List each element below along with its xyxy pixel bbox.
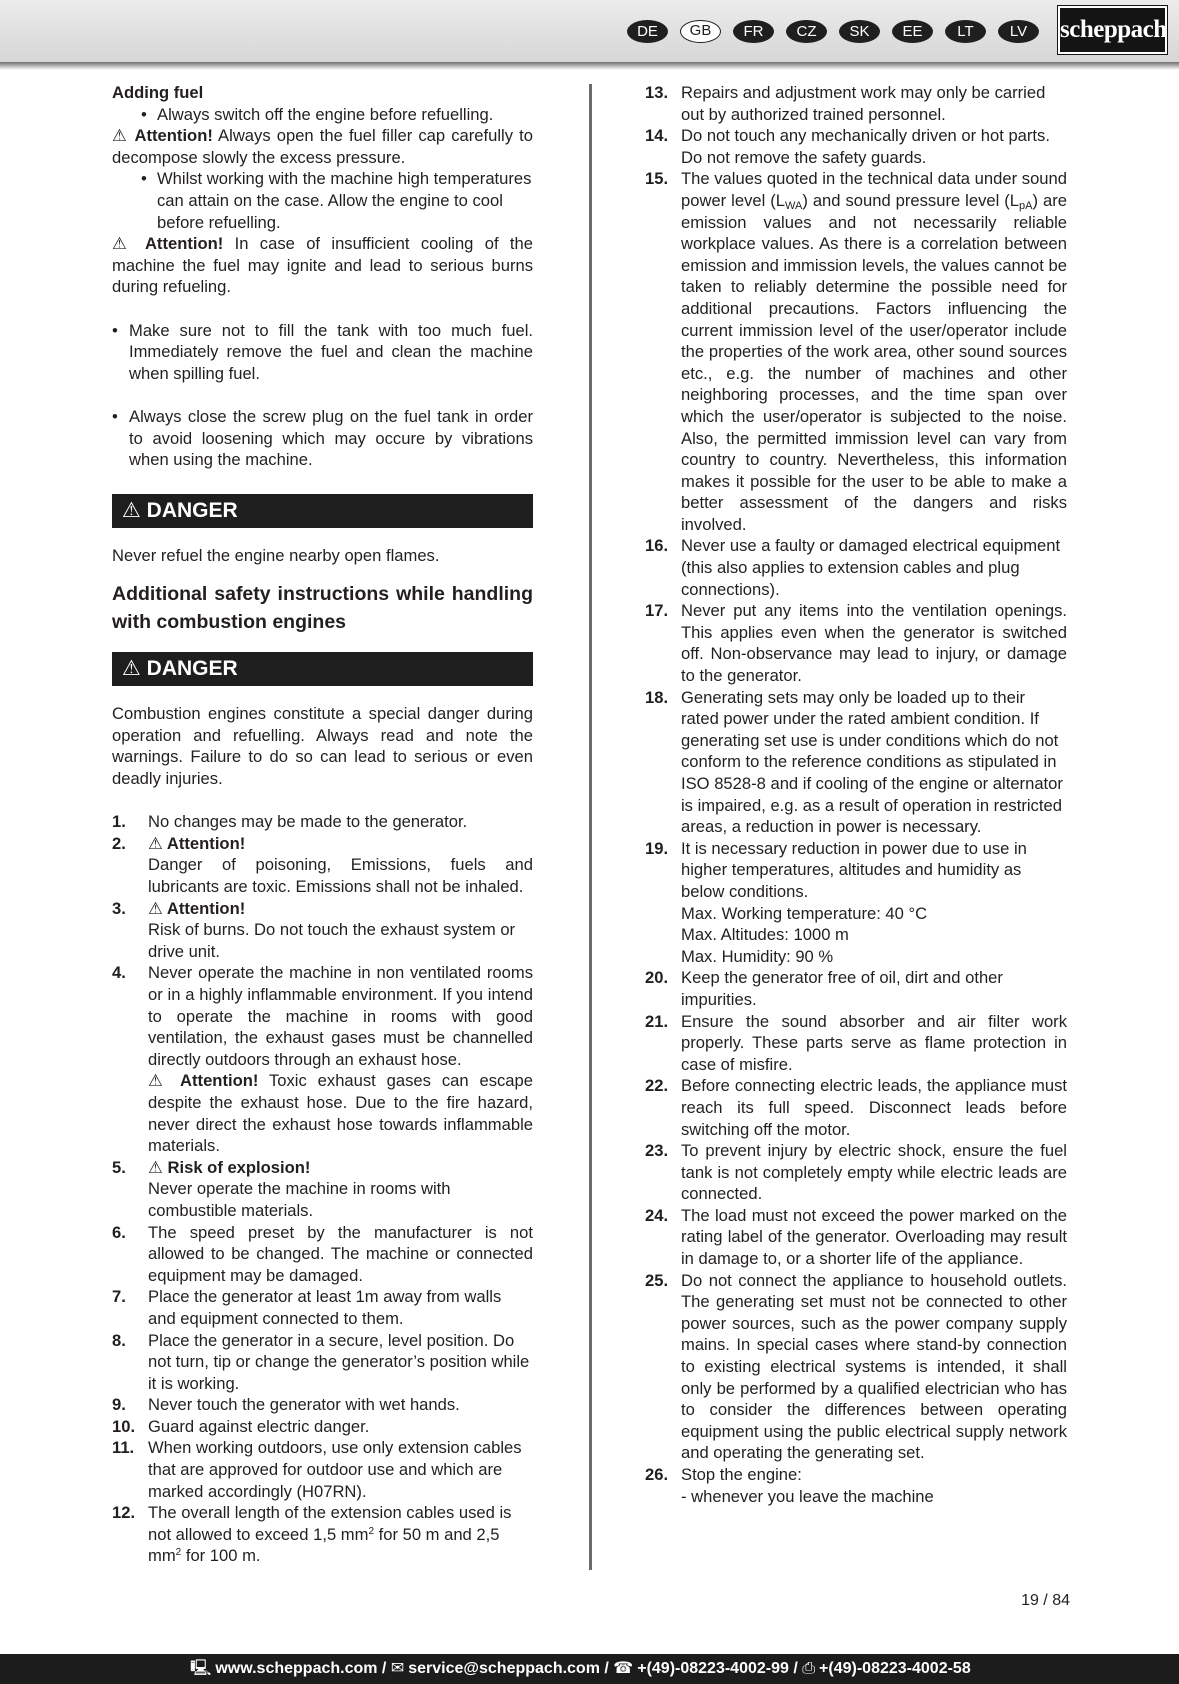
warning-triangle-icon: ⚠ <box>122 657 141 681</box>
header-shadow <box>0 62 1179 70</box>
lang-cz[interactable]: CZ <box>786 20 827 43</box>
attention-cooling <box>112 233 533 298</box>
lang-ee[interactable]: EE <box>892 20 933 43</box>
list-item: 20. Keep the generator free of oil, dirt and other impurities. <box>645 968 1003 1009</box>
refuel-flames-text: Never refuel the engine nearby open flames. <box>112 545 440 565</box>
list-item: 16. Never use a faulty or damaged electrical equipment (this also applies to extension cables and plug connections). <box>645 536 1061 599</box>
lang-gb[interactable]: GB <box>680 20 721 43</box>
footer-email[interactable]: service@scheppach.com <box>408 1660 600 1677</box>
safety-list-right <box>645 82 1067 1507</box>
left-column <box>112 82 533 1567</box>
list-item: 23. To prevent injury by electric shock, ensure the fuel tank is not completely empty while electric leads are connected. <box>645 1141 1067 1204</box>
phone-icon: ☎ <box>613 1660 634 1677</box>
lang-sk[interactable]: SK <box>839 20 880 43</box>
lang-lv[interactable]: LV <box>998 20 1039 43</box>
lang-lt[interactable]: LT <box>945 20 986 43</box>
footer-phone: +(49)-08223-4002-99 <box>637 1660 789 1677</box>
danger-label: DANGER <box>146 657 238 681</box>
list-item: 17. Never put any items into the ventilation openings. This applies even when the generator is switched off. Non-observance may lead to injury, or damage to the generator. <box>645 601 1067 686</box>
list-item: 24. The load must not exceed the power marked on the rating label of the generator. Overloading may result in damage to, or a shorter life of the appliance. <box>645 1205 1067 1269</box>
list-item: 15. The values quoted in the technical data under sound power level $(L_{WA})$ and sound pressure level $(L_{pA})$ are emission values and not necessarily reliable workplace values. As there is a correlation between emission and immission levels, the values cannot be taken to reliably determine the possible need for additional precautions. Factors influencing the current immission level of the user/operator include the properties of the work area, other sound sources etc., e.g. the number of machines and other neighboring processes, and the time span over which the user/operator is subjected to the noise. Also, the permitted immission level can vary from country to country. Nevertheless, this information makes it possible for the user to be able to make a better assessment of the dangers and risks involved. <box>645 169 1067 534</box>
attention-label: Attention! <box>144 234 224 254</box>
mail-icon: ✉ <box>390 1660 405 1677</box>
footer-fax: +(49)-08223-4002-58 <box>819 1660 971 1677</box>
list-item: 2. ⚠ Attention! Danger of poisoning, Emissions, fuels and lubricants are toxic. Emissions shall not be inhaled. <box>112 833 533 897</box>
bullet-tank: • Make sure not to fill the tank with too much fuel. Immediately remove the fuel and clean the machine when spilling fuel. <box>112 320 533 385</box>
danger-label: DANGER <box>146 498 238 522</box>
list-item: 9. Never touch the generator with wet hands. <box>112 1395 460 1415</box>
page-footer: 🖳 www.scheppach.com / ✉ service@scheppach.com / ☎ +(49)-08223-4002-99 / ⎙ +(49)-08223-4002-58 <box>0 1654 1179 1684</box>
danger-banner <box>112 494 533 528</box>
bullet-high-temps: • Whilst working with the machine high temperatures can attain on the case. Allow the engine to cool before refuelling. <box>112 168 533 233</box>
list-item: 19. It is necessary reduction in power due to use in higher temperatures, altitudes and humidity as below conditions. Max. Working temperature: 40 °C Max. Altitudes: 1000 m Max. Humidity: 90 % <box>645 838 1027 966</box>
scheppach-logo: scheppach <box>1058 6 1167 54</box>
warning-triangle-icon: ⚠ <box>112 126 129 146</box>
bullet-screw-plug: • Always close the screw plug on the fuel tank in order to avoid loosening which may occure by vibrations when using the machine. <box>112 406 533 471</box>
warning-triangle-icon: ⚠ <box>148 898 163 918</box>
warning-triangle-icon: ⚠ <box>148 1071 170 1091</box>
warning-triangle-icon: ⚠ <box>122 498 141 522</box>
list-item: 13. Repairs and adjustment work may only be carried out by authorized trained personnel. <box>645 83 1046 124</box>
footer-website[interactable]: www.scheppach.com <box>215 1660 378 1677</box>
warning-triangle-icon: ⚠ <box>112 234 134 254</box>
list-item: 6. The speed preset by the manufacturer is not allowed to be changed. The machine or connected equipment may be damaged. <box>112 1222 533 1285</box>
attention-cooling-text: In case of insufficient cooling of the machine the fuel may ignite and lead to serious burns during refueling. <box>112 234 533 297</box>
attention-cap-text: Always open the fuel filler cap carefully to decompose slowly the excess pressure. <box>112 126 533 167</box>
page-header <box>0 0 1179 62</box>
list-item: 7. Place the generator at least 1m away from walls and equipment connected to them. <box>112 1287 502 1328</box>
list-item: 3. ⚠ Attention! Risk of burns. Do not touch the exhaust system or drive unit. <box>112 898 516 961</box>
list-item: 26. Stop the engine: - whenever you leave the machine <box>645 1465 934 1506</box>
attention-fuel-cap <box>112 125 533 168</box>
safety-list-left <box>112 811 533 1567</box>
combustion-intro: Combustion engines constitute a special danger during operation and refuelling. Always read and note the warnings. Failure to do so can lead to serious or even deadly injuries. <box>112 704 533 789</box>
attention-label: Attention! <box>134 126 213 146</box>
list-item: 5. ⚠ Risk of explosion! Never operate the machine in rooms with combustible materials. <box>112 1157 451 1220</box>
list-item: 4. Never operate the machine in non ventilated rooms or in a highly inflammable environment. If you intend to operate the machine in rooms with good ventilation, the exhaust gases must be channelled directly outdoors through an exhaust hose. ⚠ Attention! Toxic exhaust gases can escape despite the exhaust hose. Due to the fire hazard, never direct the exhaust hose towards inflammable materials. <box>112 963 533 1156</box>
additional-safety-title: Additional safety instructions while handling with combustion engines <box>112 583 533 634</box>
warning-triangle-icon: ⚠ <box>148 1157 163 1177</box>
list-item: 11. When working outdoors, use only extension cables that are approved for outdoor use and which are marked accordingly (H07RN). <box>112 1438 522 1501</box>
fax-icon: ⎙ <box>802 1660 816 1677</box>
list-item: 18. Generating sets may only be loaded up to their rated power under the rated ambient condition. If generating set use is under conditions which do not conform to the reference conditions as stipulated in ISO 8528-8 and if cooling of the engine or alternator is impaired, e.g. as a result of operation in restricted areas, a reduction in power is necessary. <box>645 687 1063 837</box>
list-item: 1. No changes may be made to the generator. <box>112 812 468 832</box>
page-number: 19 / 84 <box>1021 1592 1070 1609</box>
adding-fuel-title: Adding fuel <box>112 83 204 102</box>
list-item: 25. Do not connect the appliance to household outlets. The generating set must not be connected to other power sources, such as the power company supply mains. In special cases where stand-by connection to existing electrical systems is intended, it shall only be performed by a qualified electrician who has to consider the differences between operating equipment using the public electrical supply network and operating the generating set. <box>645 1270 1067 1463</box>
lang-fr[interactable]: FR <box>733 20 774 43</box>
warning-triangle-icon: ⚠ <box>148 833 163 853</box>
language-selector <box>627 20 1051 43</box>
list-item: 10. Guard against electric danger. <box>112 1416 370 1436</box>
list-item: 14. Do not touch any mechanically driven or hot parts. Do not remove the safety guards. <box>645 126 1050 167</box>
computer-icon: 🖳 <box>190 1660 212 1677</box>
list-item: 21. Ensure the sound absorber and air filter work properly. These parts serve as flame protection in case of misfire. <box>645 1011 1067 1074</box>
list-item: 12. The overall length of the extension cables used is not allowed to exceed 1,5 $mm^2$ for 50 m and 2,5 $mm^2$ for 100 m. <box>112 1503 512 1566</box>
danger-banner-2 <box>112 652 533 686</box>
bullet-switch-off: • Always switch off the engine before refuelling. <box>112 104 533 126</box>
list-item: 8. Place the generator in a secure, level position. Do not turn, tip or change the generator’s position while it is working. <box>112 1330 530 1393</box>
lang-de[interactable]: DE <box>627 20 668 43</box>
right-column <box>645 82 1067 1507</box>
column-divider <box>589 84 592 1570</box>
list-item: 22. Before connecting electric leads, the appliance must reach its full speed. Disconnect leads before switching off the motor. <box>645 1076 1067 1139</box>
